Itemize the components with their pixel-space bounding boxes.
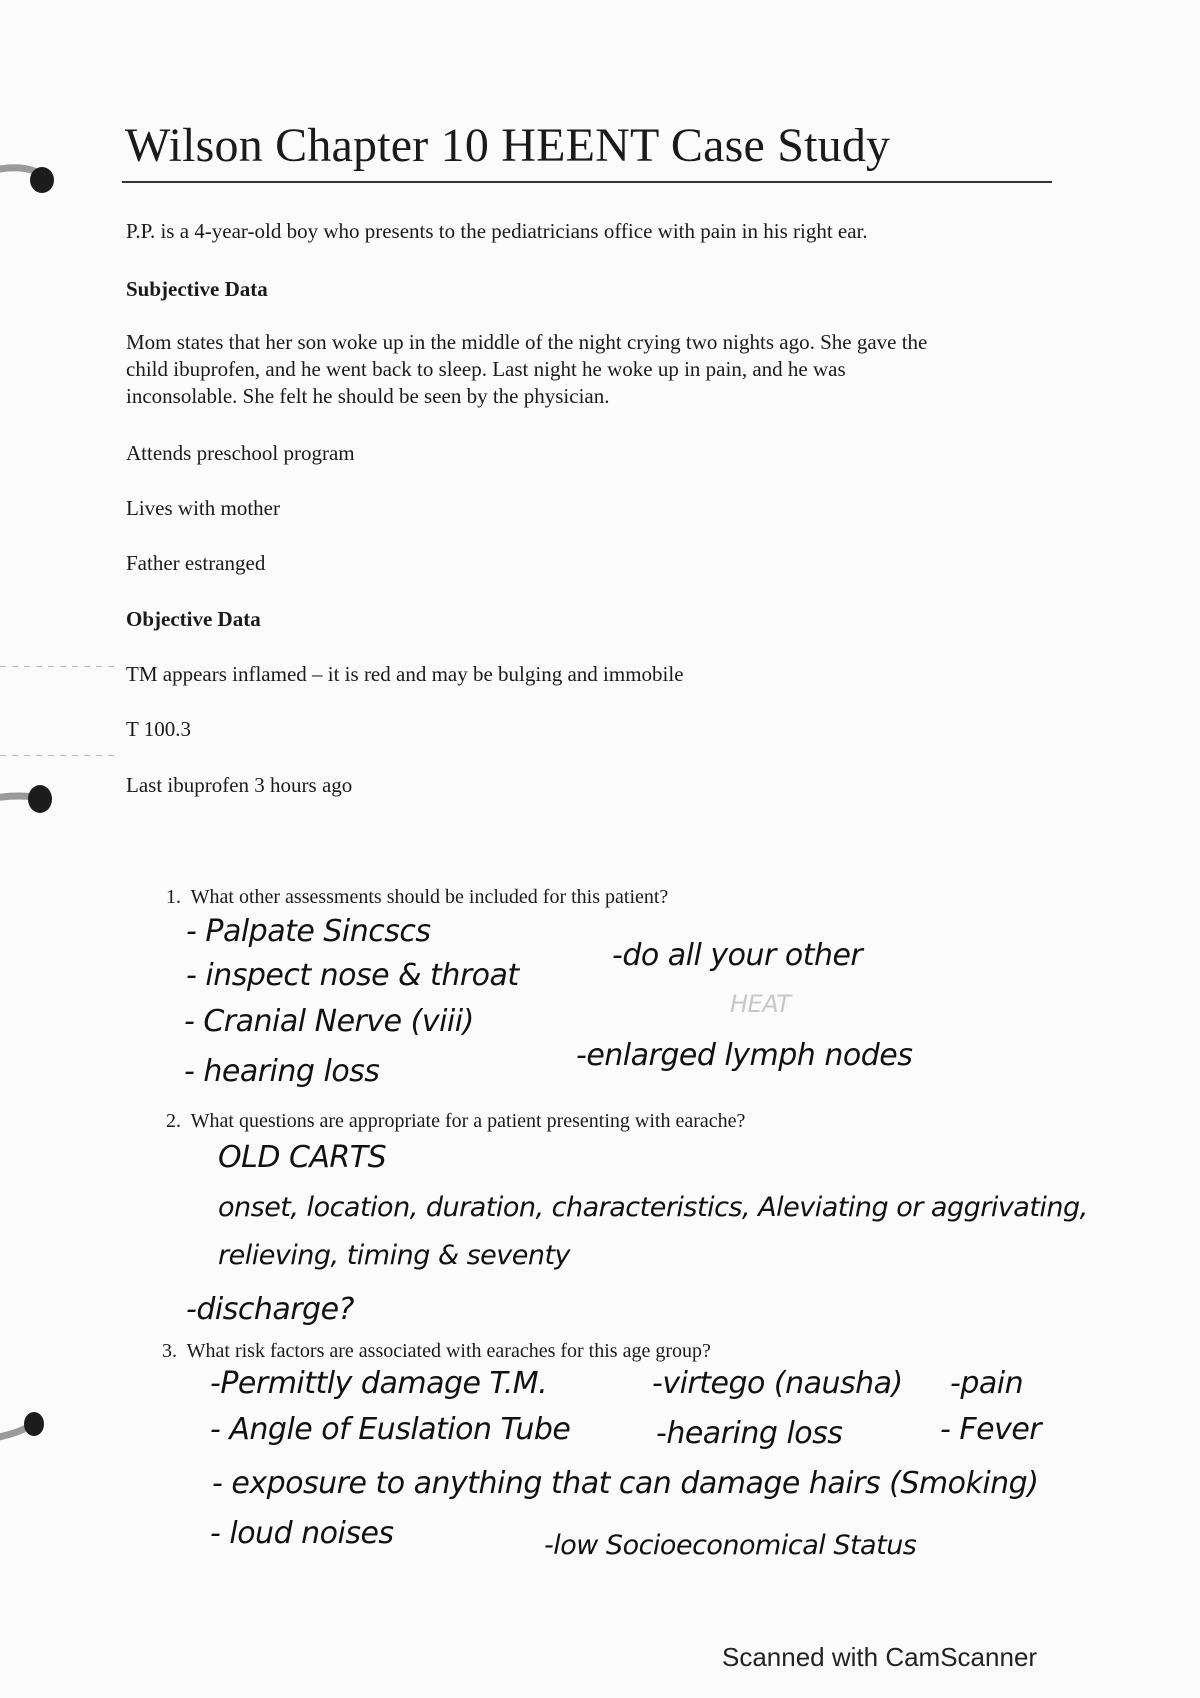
question-1 (166, 886, 668, 909)
handwritten-answer: -low Socioeconomical Status (544, 1530, 917, 1561)
subjective-heading: Subjective Data (126, 277, 268, 301)
handwritten-answer: - inspect nose & throat (186, 958, 519, 993)
question-text: What risk factors are associated with earaches for this age group? (186, 1340, 711, 1362)
question-number: 2. (166, 1110, 181, 1132)
handwritten-answer: -virtego (nausha) (652, 1366, 903, 1401)
question-number: 3. (162, 1340, 177, 1362)
subjective-line: Mom states that her son woke up in the middle of the night crying two nights ago. She gave the (126, 330, 928, 354)
handwritten-answer: - hearing loss (184, 1054, 380, 1089)
case-intro: P.P. is a 4-year-old boy who presents to the pediatricians office with pain in his right ear. (126, 219, 868, 243)
scan-artifact-line (0, 755, 120, 756)
handwritten-answer: - exposure to anything that can damage hairs (Smoking) (212, 1466, 1039, 1501)
handwritten-answer: -pain (950, 1366, 1024, 1401)
handwritten-answer: - Cranial Nerve (viii) (184, 1004, 474, 1039)
page-title: Wilson Chapter 10 HEENT Case Study (125, 119, 891, 172)
subjective-item: Father estranged (126, 551, 266, 575)
handwritten-answer: onset, location, duration, characteristics, Aleviating or aggrivating, (218, 1192, 1088, 1223)
handwritten-answer: -enlarged lymph nodes (576, 1038, 913, 1073)
handwritten-answer: - Palpate Sincscs (186, 914, 431, 949)
binder-ring-middle (0, 782, 56, 816)
handwritten-answer-faint: HEAT (730, 990, 791, 1018)
objective-item: Last ibuprofen 3 hours ago (126, 773, 353, 797)
scanner-watermark: Scanned with CamScanner (722, 1642, 1038, 1672)
handwritten-answer: -Permittly damage T.M. (210, 1366, 548, 1401)
scan-artifact-line (0, 666, 120, 667)
handwritten-answer: - Angle of Euslation Tube (210, 1412, 571, 1447)
question-3 (162, 1340, 711, 1363)
handwritten-answer: - Fever (940, 1412, 1042, 1447)
question-text: What questions are appropriate for a patient presenting with earache? (190, 1110, 746, 1132)
handwritten-answer: - loud noises (210, 1516, 394, 1551)
subjective-line: child ibuprofen, and he went back to sleep. Last night he woke up in pain, and he was (126, 357, 846, 381)
handwritten-answer: OLD CARTS (218, 1140, 387, 1175)
handwritten-answer: -discharge? (186, 1292, 354, 1327)
objective-item: TM appears inflamed – it is red and may be bulging and immobile (126, 662, 684, 686)
handwritten-answer: relieving, timing & seventy (218, 1240, 571, 1271)
binder-ring-top (0, 160, 56, 194)
handwritten-answer: -hearing loss (656, 1416, 843, 1451)
objective-item: T 100.3 (126, 717, 191, 741)
question-text: What other assessments should be included for this patient? (190, 886, 669, 908)
subjective-item: Lives with mother (126, 496, 280, 520)
title-underline (122, 181, 1052, 183)
objective-heading: Objective Data (126, 607, 261, 631)
binder-ring-bottom (0, 1412, 56, 1446)
subjective-line: inconsolable. She felt he should be seen by the physician. (126, 384, 610, 408)
question-number: 1. (166, 886, 181, 908)
subjective-item: Attends preschool program (126, 441, 355, 465)
handwritten-answer: -do all your other (612, 938, 863, 973)
question-2 (166, 1110, 745, 1133)
